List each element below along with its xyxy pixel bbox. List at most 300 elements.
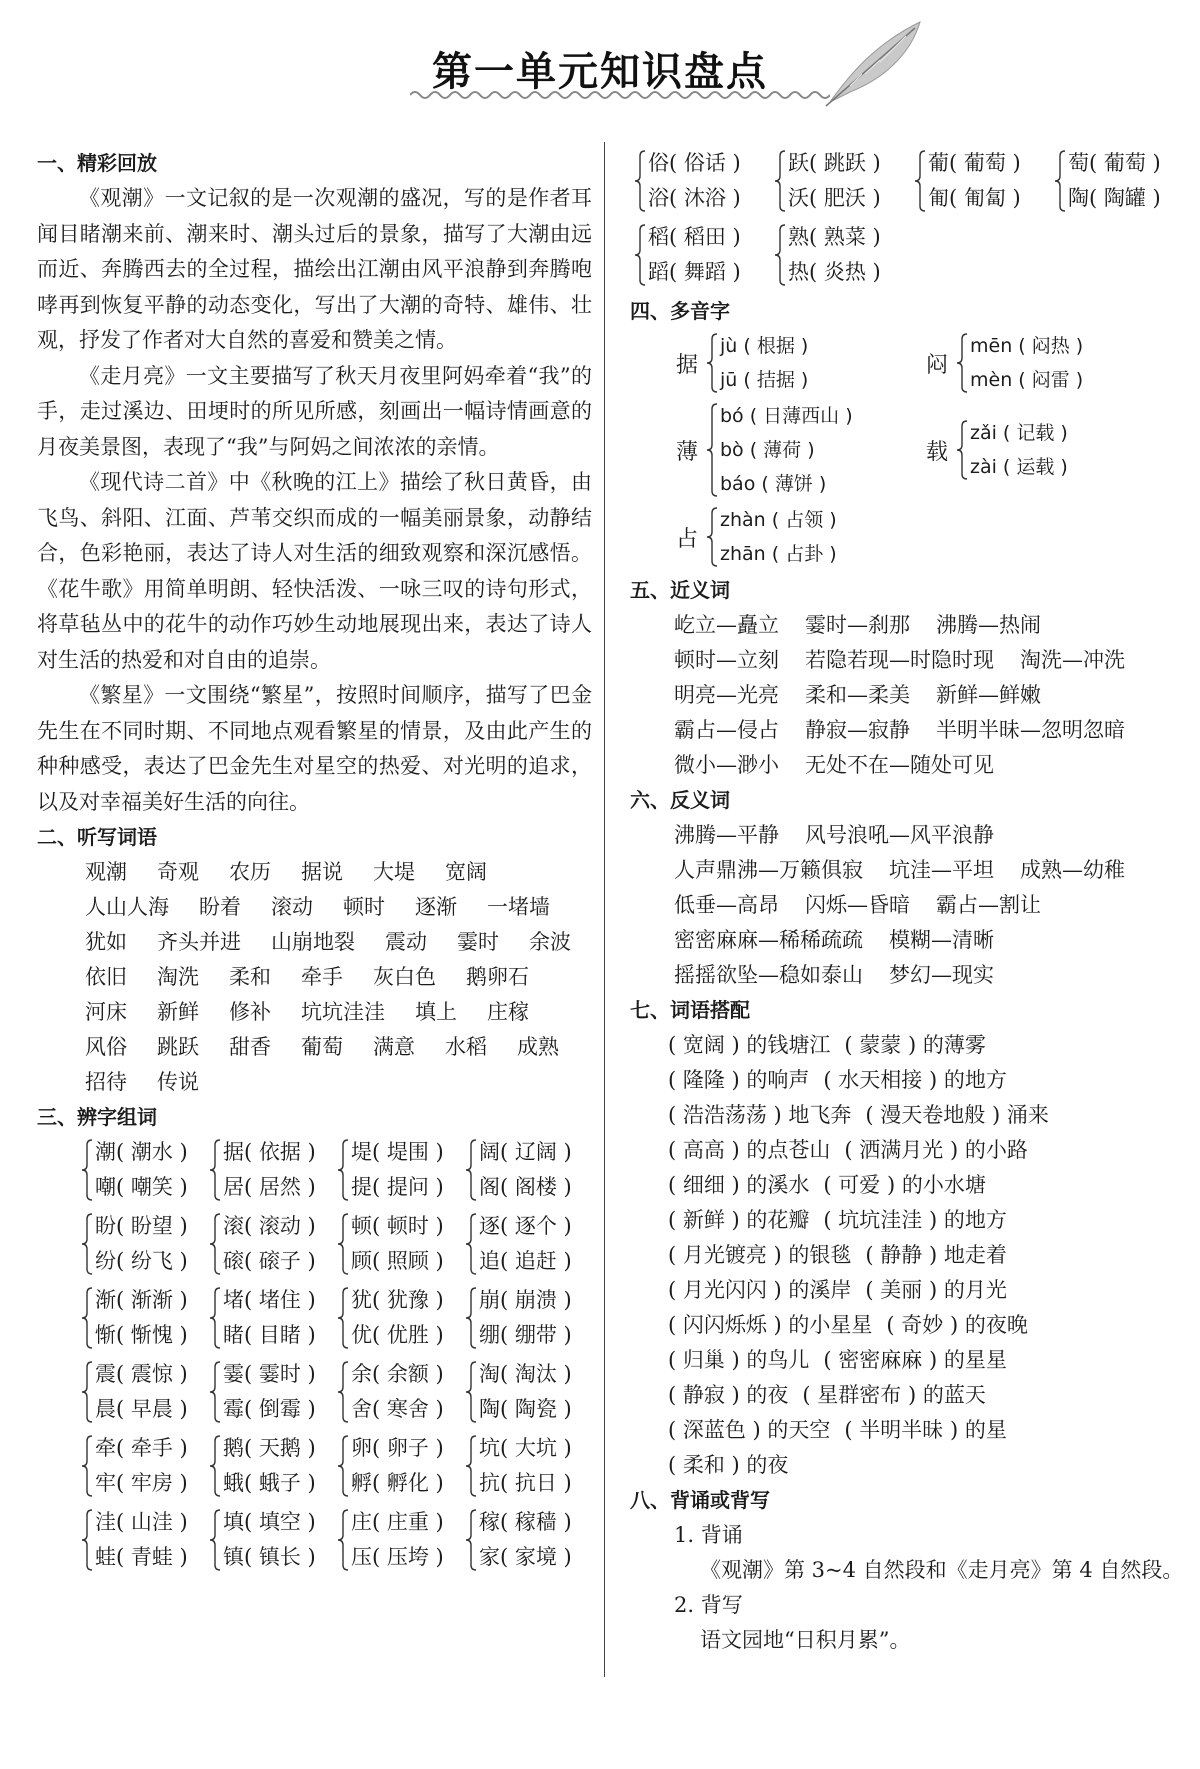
dictation-word: 传说 [157,1070,199,1094]
pinyin-reading: jū ( 拮据 ) [720,369,809,391]
synonym-pair: 无处不在—随处可见 [805,753,994,777]
char-pair [77,1283,205,1353]
collocation: ( 星群密布 ) 的蓝天 [802,1383,986,1407]
char-word: 沃( 肥沃 ) [788,186,881,210]
collocation: ( 洒满月光 ) 的小路 [844,1138,1028,1162]
polyphone-row [672,399,1175,503]
brace-icon [81,1213,93,1275]
dictation-word: 滚动 [271,895,313,919]
char-word: 阔( 辽阔 ) [479,1140,572,1164]
pinyin-reading: bó ( 日薄西山 ) [720,405,853,427]
synonym-pair: 若隐若现—时隐时现 [805,648,994,672]
char-word: 盼( 盼望 ) [95,1214,188,1238]
word-row [37,1030,592,1065]
dictation-word: 牵手 [301,965,343,989]
char-pair [77,1209,205,1279]
char-pair [333,1135,461,1205]
char-pair [461,1505,589,1575]
collocation-row [630,1448,1175,1483]
section-title: 二、听写词语 [37,825,157,849]
section-title: 三、辨字组词 [37,1105,157,1129]
char-word: 顿( 顿时 ) [351,1214,444,1238]
collocation-row [630,1273,1175,1308]
brace-icon [774,224,786,286]
brace-icon [209,1139,221,1201]
char-word: 顾( 照顾 ) [351,1249,444,1273]
antonym-pair: 成熟—幼稚 [1020,858,1125,882]
section-title: 七、词语搭配 [630,998,750,1022]
collocation-row [630,1343,1175,1378]
dictation-word: 山崩地裂 [271,930,355,954]
char-word: 纷( 纷飞 ) [95,1249,188,1273]
brace-icon [634,150,646,212]
antonym-pair: 霸占—割让 [936,893,1041,917]
char-pair-grid-continued [630,146,1175,290]
char-word: 葡( 葡萄 ) [928,151,1021,175]
write-item-text: 语文园地“日积月累”。 [700,1628,911,1652]
char-pair-row [77,1505,592,1575]
brace-icon [209,1361,221,1423]
collocation: ( 深蓝色 ) 的天空 [668,1418,831,1442]
recite-item-label: 1. 背诵 [674,1523,743,1547]
char-pair [205,1505,333,1575]
brace-icon [209,1509,221,1571]
collocation: ( 宽阔 ) 的钱塘江 [668,1033,831,1057]
right-column [630,146,1184,1658]
char-word: 蛙( 青蛙 ) [95,1545,188,1569]
char-pair [461,1357,589,1427]
synonym-pair: 淘洗—冲洗 [1020,648,1125,672]
dictation-word: 盼着 [199,895,241,919]
collocation: ( 归巢 ) 的鸟儿 [668,1348,810,1372]
collocation-row [630,1238,1175,1273]
brace-icon [337,1213,349,1275]
char-pair-row [630,220,1175,290]
polyphone-item [672,329,922,397]
write-item-label: 2. 背写 [674,1593,743,1617]
collocation-row [630,1308,1175,1343]
char-word: 牢( 牢房 ) [95,1471,188,1495]
char-word: 匍( 匍匐 ) [928,186,1021,210]
collocation-row [630,1133,1175,1168]
polyphone-char: 占 [675,526,698,552]
char-word: 阁( 阁楼 ) [479,1175,572,1199]
char-word: 据( 依据 ) [223,1140,316,1164]
synonym-pair: 霎时—刹那 [805,613,910,637]
char-pair [461,1209,589,1279]
section-title: 五、近义词 [630,578,730,602]
brace-icon [465,1139,477,1201]
char-pair-row [630,146,1175,216]
synonym-pair: 顿时—立刻 [674,648,779,672]
brace-icon [209,1435,221,1497]
char-pair-row [77,1357,592,1427]
dictation-word: 水稻 [445,1035,487,1059]
antonym-pair: 沸腾—平静 [674,823,779,847]
brace-icon [465,1509,477,1571]
char-word: 熟( 熟菜 ) [788,225,881,249]
pinyin-reading: zǎi ( 记载 ) [970,422,1068,444]
char-word: 镇( 镇长 ) [223,1545,316,1569]
dictation-word: 大堤 [373,860,415,884]
word-row [37,995,592,1030]
dictation-word: 招待 [85,1070,127,1094]
polyphone-list [630,329,1175,573]
dictation-word: 修补 [229,1000,271,1024]
char-word: 震( 震惊 ) [95,1362,188,1386]
antonym-pair: 模糊—清晰 [889,928,994,952]
antonym-pair: 低垂—高昂 [674,893,779,917]
char-pair [770,146,910,216]
char-word: 惭( 惭愧 ) [95,1323,188,1347]
pinyin-reading: bò ( 薄荷 ) [720,439,815,461]
pinyin-reading: mèn ( 闷雷 ) [970,369,1084,391]
collocation-row [630,1413,1175,1448]
synonym-pair: 柔和—柔美 [805,683,910,707]
collocation: ( 密密麻麻 ) 的星星 [823,1348,1007,1372]
char-pair-row [77,1209,592,1279]
dictation-word: 甜香 [229,1035,271,1059]
char-word: 霎( 霎时 ) [223,1362,316,1386]
word-pair-row [630,678,1175,713]
paragraph: 《观潮》一文记叙的是一次观潮的盛况，写的是作者耳闻目睹潮来前、潮来时、潮头过后的景象，描写了大潮由远而近、奔腾西去的全过程，描绘出江潮由风平浪静到奔腾咆哮再到恢复平静的动态变化，写出了大潮的奇特、雄伟、壮观，抒发了作者对大自然的喜爱和赞美之情。 [37,186,592,352]
polyphone-char: 载 [925,439,948,465]
char-word: 追( 追赶 ) [479,1249,572,1273]
word-pair-row [630,818,1175,853]
word-pair-row [630,888,1175,923]
dictation-word: 奇观 [157,860,199,884]
char-pair [205,1431,333,1501]
collocation-row [630,1203,1175,1238]
synonym-pair: 静寂—寂静 [805,718,910,742]
char-word: 余( 余额 ) [351,1362,444,1386]
char-pair [910,146,1050,216]
char-pair [770,220,910,290]
char-word: 居( 居然 ) [223,1175,316,1199]
dictation-word: 跳跃 [157,1035,199,1059]
char-word: 牵( 牵手 ) [95,1436,188,1460]
char-word: 嘲( 嘲笑 ) [95,1175,188,1199]
dictation-word: 宽阔 [445,860,487,884]
polyphone-readings [952,416,1068,484]
collocation-row [630,1168,1175,1203]
dictation-word: 河床 [85,1000,127,1024]
char-pair [205,1135,333,1205]
pinyin-reading: jù ( 根据 ) [720,335,809,357]
brace-icon [465,1213,477,1275]
polyphone-item [672,399,922,501]
char-pair [77,1135,205,1205]
section-title: 八、背诵或背写 [630,1488,770,1512]
title-underline-wave [410,88,830,102]
polyphone-char: 闷 [925,352,948,378]
brace-icon [337,1509,349,1571]
dictation-word: 满意 [373,1035,415,1059]
column-divider [604,142,605,1677]
polyphone-readings [702,399,853,501]
section-title: 一、精彩回放 [37,151,157,175]
char-word: 萄( 葡萄 ) [1068,151,1161,175]
char-word: 蹈( 舞蹈 ) [648,260,741,284]
brace-icon [634,224,646,286]
dictation-word: 鹅卵石 [466,965,529,989]
brace-icon [774,150,786,212]
word-pair-row [630,748,1175,783]
synonym-pair: 新鲜—鲜嫩 [936,683,1041,707]
brace-icon [465,1435,477,1497]
char-pair-row [77,1135,592,1205]
brace-icon [81,1139,93,1201]
recite-item-text: 《观潮》第 3~4 自然段和《走月亮》第 4 自然段。 [700,1558,1184,1582]
collocation: ( 月光闪闪 ) 的溪岸 [668,1278,852,1302]
word-row [37,925,592,960]
char-word: 庄( 庄重 ) [351,1510,444,1534]
antonym-list [630,818,1175,993]
dictation-word: 坑坑洼洼 [301,1000,385,1024]
feather-icon [820,14,930,109]
char-pair [461,1283,589,1353]
char-word: 稻( 稻田 ) [648,225,741,249]
char-pair [1050,146,1190,216]
char-word: 热( 炎热 ) [788,260,881,284]
collocation-row [630,1063,1175,1098]
word-row [37,890,592,925]
char-word: 抗( 抗日 ) [479,1471,572,1495]
char-word: 滚( 滚动 ) [223,1214,316,1238]
char-word: 霉( 倒霉 ) [223,1397,316,1421]
synonym-pair: 微小—渺小 [674,753,779,777]
dictation-word: 灰白色 [373,965,436,989]
char-pair [205,1209,333,1279]
synonym-pair: 半明半昧—忽明忽暗 [936,718,1125,742]
char-pair [77,1431,205,1501]
pinyin-reading: zhān ( 占卦 ) [720,543,837,565]
dictation-word: 风俗 [85,1035,127,1059]
brace-icon [706,403,718,497]
pinyin-reading: báo ( 薄饼 ) [720,473,827,495]
polyphone-row [672,329,1175,399]
char-word: 鹅( 天鹅 ) [223,1436,316,1460]
collocation: ( 半明半昧 ) 的星 [844,1418,1007,1442]
polyphone-readings [702,329,808,397]
brace-icon [209,1287,221,1349]
char-pair [333,1283,461,1353]
word-pair-row [630,643,1175,678]
dictation-word: 淘洗 [157,965,199,989]
char-pair [461,1135,589,1205]
antonym-pair: 摇摇欲坠—稳如泰山 [674,963,863,987]
antonym-pair: 风号浪吼—风平浪静 [805,823,994,847]
synonym-list [630,608,1175,783]
char-word: 压( 压垮 ) [351,1545,444,1569]
collocation-row [630,1028,1175,1063]
char-word: 稼( 稼穑 ) [479,1510,572,1534]
collocation: ( 坑坑洼洼 ) 的地方 [823,1208,1007,1232]
char-pair [461,1431,589,1501]
synonym-pair: 霸占—侵占 [674,718,779,742]
left-column [37,146,592,1579]
brace-icon [337,1139,349,1201]
char-word: 晨( 早晨 ) [95,1397,188,1421]
brace-icon [1054,150,1066,212]
char-pair [333,1431,461,1501]
char-word: 俗( 俗话 ) [648,151,741,175]
char-word: 磙( 磙子 ) [223,1249,316,1273]
char-word: 堵( 堵住 ) [223,1288,316,1312]
char-word: 孵( 孵化 ) [351,1471,444,1495]
dictation-word: 据说 [301,860,343,884]
char-pair [77,1505,205,1575]
char-pair [205,1357,333,1427]
dictation-word: 犹如 [85,930,127,954]
char-word: 填( 填空 ) [223,1510,316,1534]
collocation: ( 静静 ) 地走着 [865,1243,1007,1267]
antonym-pair: 密密麻麻—稀稀疏疏 [674,928,863,952]
polyphone-item [672,503,837,571]
char-pair-row [77,1283,592,1353]
polyphone-readings [952,329,1083,397]
char-word: 渐( 渐渐 ) [95,1288,188,1312]
page-title: 第一单元知识盘点 [432,49,768,95]
section-title: 六、反义词 [630,788,730,812]
char-word: 提( 提问 ) [351,1175,444,1199]
collocation: ( 奇妙 ) 的夜晚 [886,1313,1028,1337]
synonym-pair: 屹立—矗立 [674,613,779,637]
char-word: 逐( 逐个 ) [479,1214,572,1238]
char-word: 蛾( 蛾子 ) [223,1471,316,1495]
char-word: 堤( 堤围 ) [351,1140,444,1164]
polyphone-item [922,329,1083,397]
collocation-row [630,1098,1175,1133]
char-word: 优( 优胜 ) [351,1323,444,1347]
collocation: ( 美丽 ) 的月光 [865,1278,1007,1302]
collocation: ( 可爱 ) 的小水塘 [823,1173,986,1197]
dictation-word: 成熟 [517,1035,559,1059]
char-word: 洼( 山洼 ) [95,1510,188,1534]
collocation: ( 水天相接 ) 的地方 [823,1068,1007,1092]
antonym-pair: 梦幻—现实 [889,963,994,987]
antonym-pair: 闪烁—昏暗 [805,893,910,917]
word-pair-row [630,713,1175,748]
char-pair [333,1505,461,1575]
char-word: 浴( 沐浴 ) [648,186,741,210]
brace-icon [81,1509,93,1571]
collocation: ( 蒙蒙 ) 的薄雾 [844,1033,986,1057]
char-pair [205,1283,333,1353]
word-row [37,855,592,890]
dictation-word: 顿时 [343,895,385,919]
antonym-pair: 坑洼—平坦 [889,858,994,882]
collocation: ( 高高 ) 的点苍山 [668,1138,831,1162]
dictation-word-list [37,855,592,1100]
char-word: 陶( 陶瓷 ) [479,1397,572,1421]
dictation-word: 余波 [529,930,571,954]
word-pair-row [630,853,1175,888]
char-word: 舍( 寒舍 ) [351,1397,444,1421]
word-pair-row [630,923,1175,958]
char-pair [333,1357,461,1427]
dictation-word: 农历 [229,860,271,884]
brace-icon [81,1361,93,1423]
brace-icon [81,1287,93,1349]
antonym-pair: 人声鼎沸—万籁俱寂 [674,858,863,882]
brace-icon [956,333,968,393]
char-word: 睹( 目睹 ) [223,1323,316,1347]
paragraph: 《走月亮》一文主要描写了秋天月夜里阿妈牵着“我”的手，走过溪边、田埂时的所见所感，刻画出一幅诗情画意的月夜美景图，表现了“我”与阿妈之间浓浓的亲情。 [37,363,592,459]
char-word: 潮( 潮水 ) [95,1140,188,1164]
char-word: 家( 家境 ) [479,1545,572,1569]
brace-icon [465,1287,477,1349]
polyphone-char: 薄 [675,439,698,465]
brace-icon [956,420,968,480]
word-pair-row [630,608,1175,643]
dictation-word: 人山人海 [85,895,169,919]
collocation: ( 浩浩荡荡 ) 地飞奔 [668,1103,852,1127]
pinyin-reading: zài ( 运载 ) [970,456,1068,478]
word-pair-row [630,958,1175,993]
collocation-row [630,1378,1175,1413]
char-word: 淘( 淘汰 ) [479,1362,572,1386]
dictation-word: 观潮 [85,860,127,884]
collocation: ( 静寂 ) 的夜 [668,1383,789,1407]
brace-icon [337,1361,349,1423]
dictation-word: 霎时 [457,930,499,954]
char-word: 陶( 陶罐 ) [1068,186,1161,210]
collocation: ( 细细 ) 的溪水 [668,1173,810,1197]
collocation-list [630,1028,1175,1483]
char-word: 卵( 卵子 ) [351,1436,444,1460]
brace-icon [706,507,718,567]
collocation: ( 漫天卷地般 ) 涌来 [865,1103,1049,1127]
dictation-word: 新鲜 [157,1000,199,1024]
char-word: 坑( 大坑 ) [479,1436,572,1460]
brace-icon [209,1213,221,1275]
brace-icon [706,333,718,393]
polyphone-item [922,399,1068,501]
char-pair [77,1357,205,1427]
char-pair [333,1209,461,1279]
char-pair-grid [37,1135,592,1575]
paragraph: 《现代诗二首》中《秋晚的江上》描绘了秋日黄昏，由飞鸟、斜阳、江面、芦苇交织而成的一幅美丽景象，动静结合，色彩艳丽，表达了诗人对生活的细致观察和深沉感悟。《花牛歌》用简单明朗、轻快活泼、一咏三叹的诗句形式，将草毡丛中的花牛的动作巧妙生动地展现出来，表达了诗人对生活的热爱和对自由的追崇。 [37,470,592,672]
dictation-word: 依旧 [85,965,127,989]
word-row [37,1065,592,1100]
collocation: ( 月光镀亮 ) 的银毯 [668,1243,852,1267]
collocation: ( 隆隆 ) 的响声 [668,1068,810,1092]
collocation: ( 闪闪烁烁 ) 的小星星 [668,1313,873,1337]
dictation-word: 齐头并进 [157,930,241,954]
polyphone-char: 据 [675,352,698,378]
dictation-word: 逐渐 [415,895,457,919]
synonym-pair: 沸腾—热闹 [936,613,1041,637]
char-word: 犹( 犹豫 ) [351,1288,444,1312]
synonym-pair: 明亮—光亮 [674,683,779,707]
section-title: 四、多音字 [630,299,730,323]
char-pair [630,220,770,290]
collocation: ( 新鲜 ) 的花瓣 [668,1208,810,1232]
brace-icon [914,150,926,212]
dictation-word: 庄稼 [487,1000,529,1024]
word-row [37,960,592,995]
char-pair-row [77,1431,592,1501]
dictation-word: 填上 [415,1000,457,1024]
polyphone-readings [702,503,837,571]
brace-icon [81,1435,93,1497]
brace-icon [337,1435,349,1497]
dictation-word: 一堵墙 [487,895,550,919]
char-word: 绷( 绷带 ) [479,1323,572,1347]
char-pair [630,146,770,216]
brace-icon [337,1287,349,1349]
